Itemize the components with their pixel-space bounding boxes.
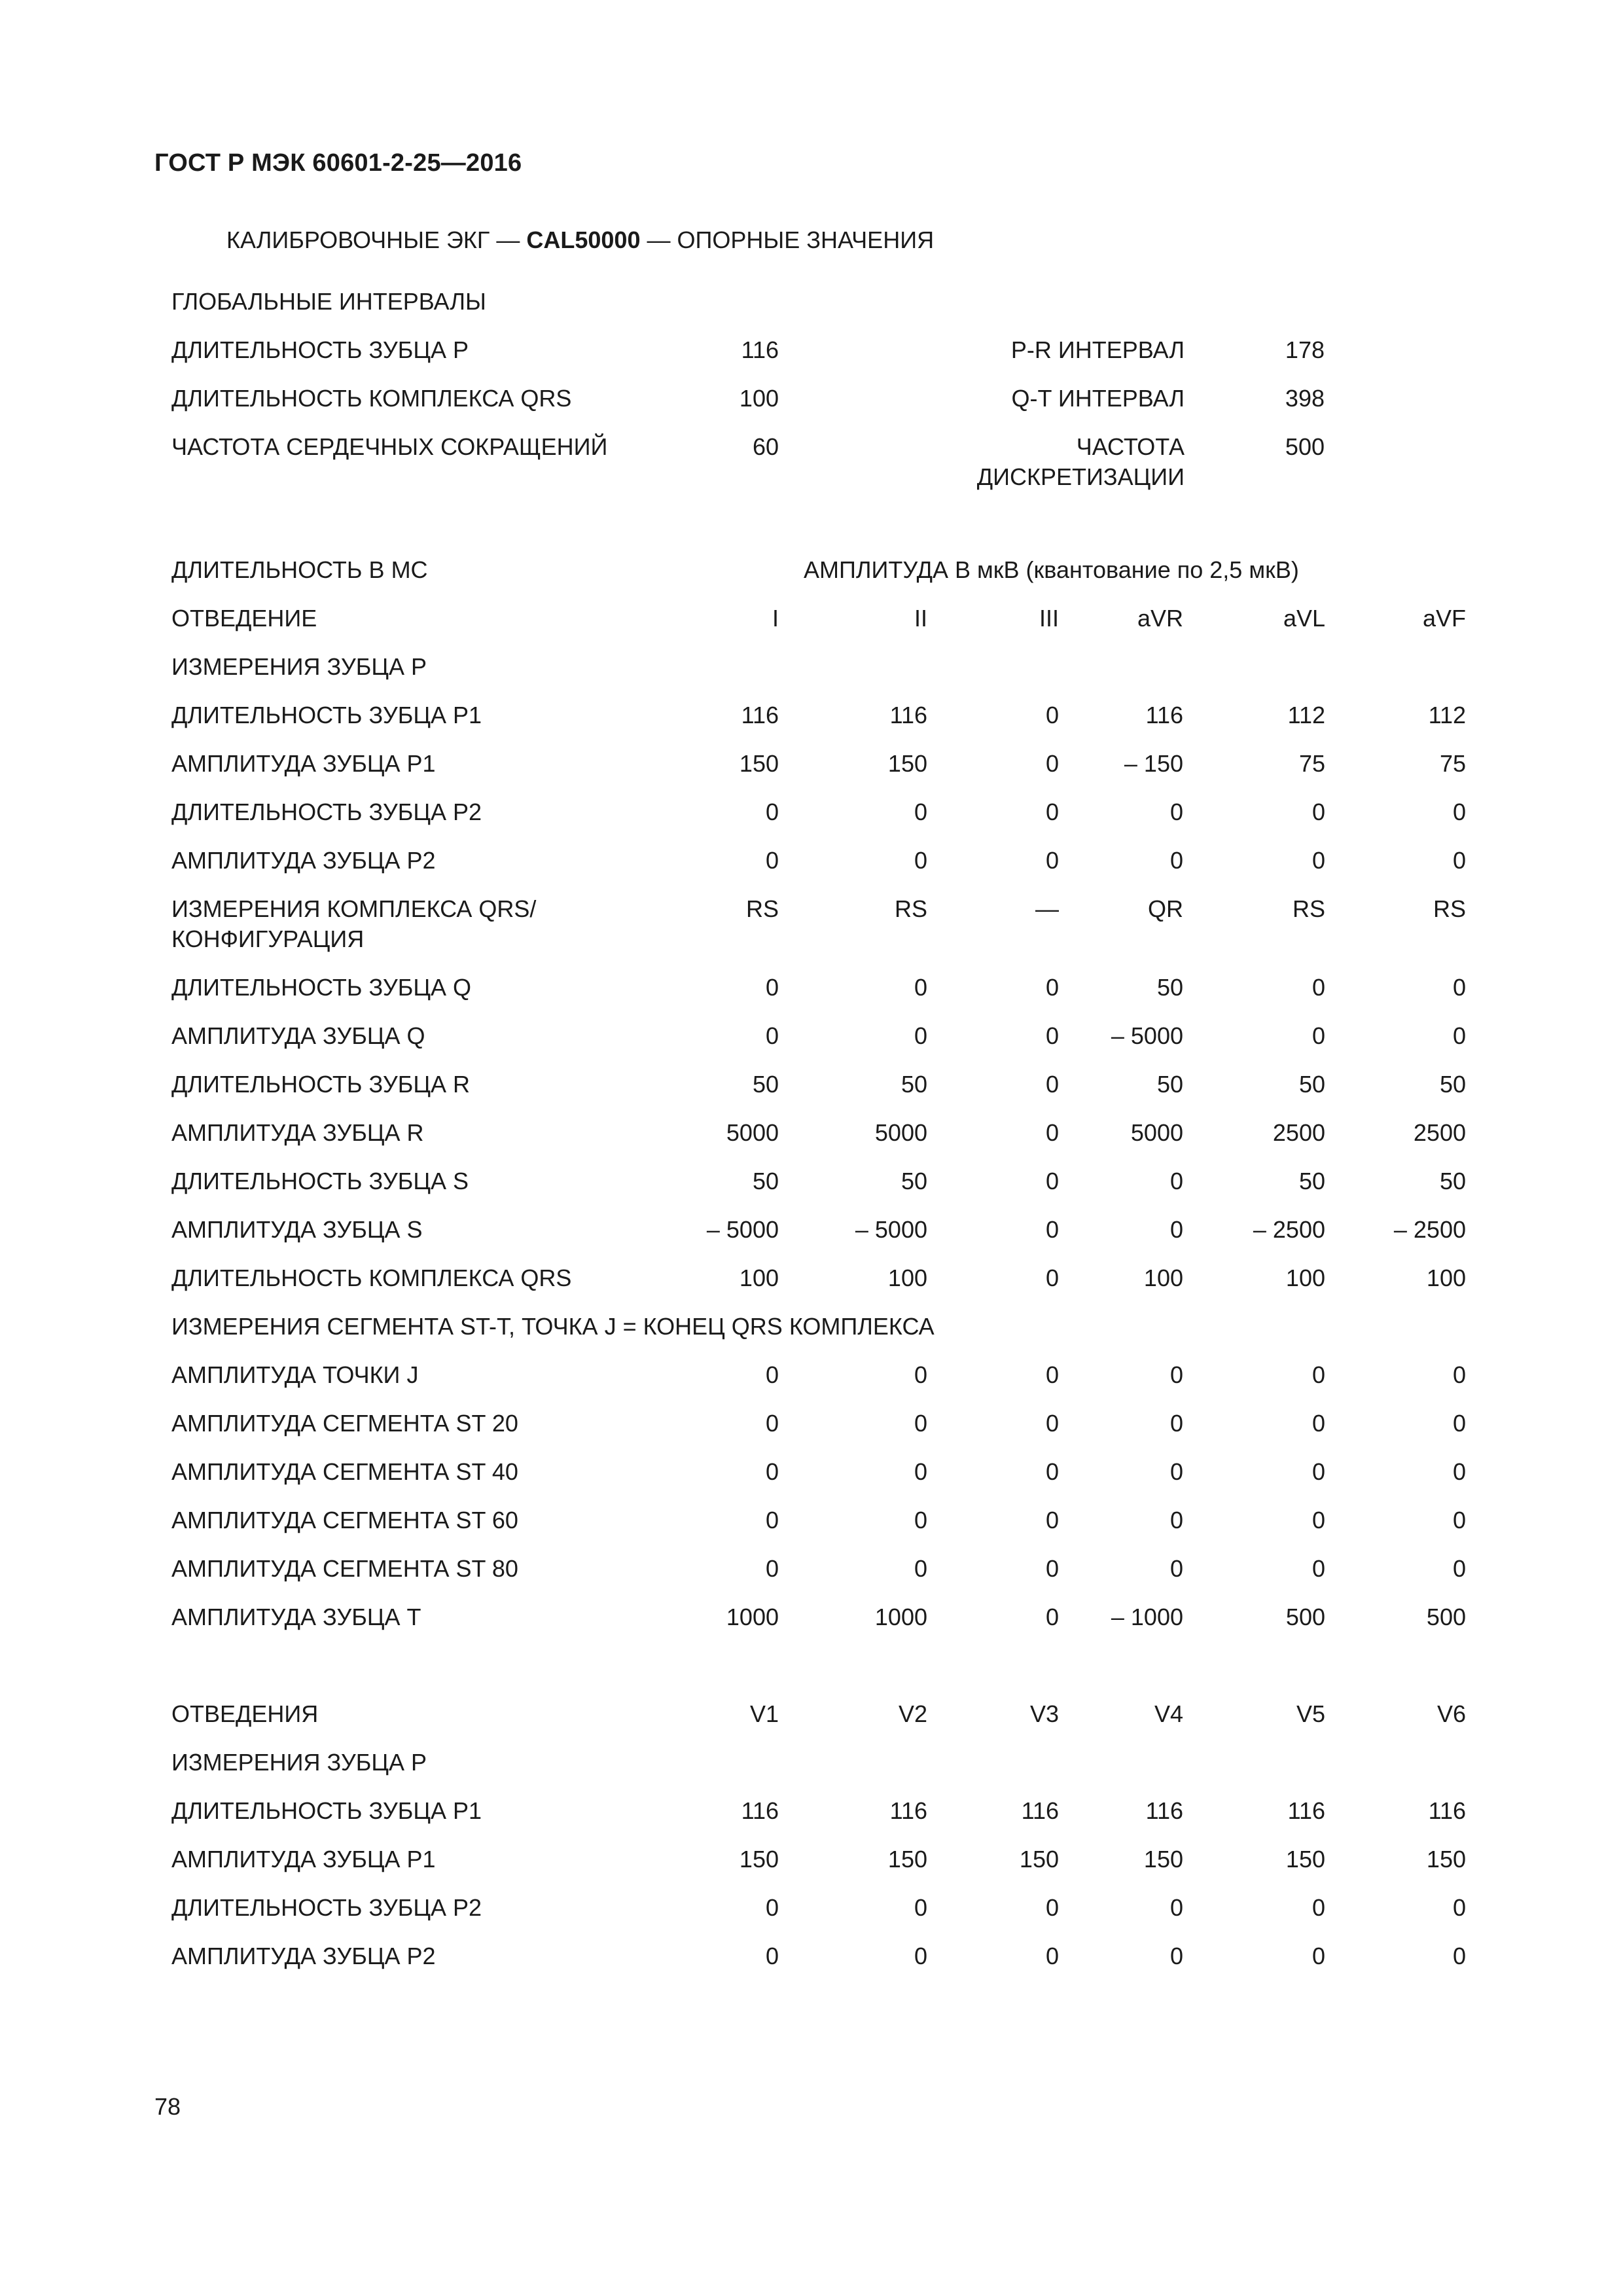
cell-value: 0 (1452, 1894, 1466, 1921)
cell-value: 0 (914, 1507, 927, 1534)
table-row (0, 700, 1623, 740)
cell-value: 150 (1285, 1846, 1325, 1873)
cell-value: 50 (901, 1168, 927, 1194)
st-segment-heading: ИЗМЕРЕНИЯ СЕГМЕНТА ST-T, ТОЧКА J = КОНЕЦ QRS КОМПЛЕКСА (171, 1313, 935, 1340)
title-prefix: КАЛИБРОВОЧНЫЕ ЭКГ — (226, 226, 527, 253)
cell-value: 0 (1169, 1555, 1183, 1582)
cell-value: 0 (914, 1943, 927, 1969)
cell-value: 0 (1452, 1361, 1466, 1388)
cell-value: 116 (1287, 1797, 1325, 1824)
cell-value: 50 (752, 1071, 779, 1098)
cell-value: 50 (1156, 974, 1183, 1001)
cell-value: 0 (1045, 1071, 1059, 1098)
cell-value: 50 (1439, 1071, 1466, 1098)
cell-value: 0 (1311, 1555, 1325, 1582)
cell-value: QR (1148, 895, 1183, 922)
global-row (0, 432, 1623, 497)
duration-units: ДЛИТЕЛЬНОСТЬ В МС (171, 556, 428, 583)
global-value-2: 178 (1285, 336, 1325, 363)
row-label: АМПЛИТУДА ЗУБЦА Q (171, 1022, 425, 1049)
cell-value: 1000 (726, 1604, 779, 1630)
amplitude-units: АМПЛИТУДА В мкВ (квантование по 2,5 мкВ) (804, 556, 1299, 583)
cell-value: 0 (1311, 1894, 1325, 1921)
row-label: АМПЛИТУДА ЗУБЦА P1 (171, 1846, 436, 1873)
table-row (0, 1602, 1623, 1641)
document-title (226, 226, 934, 254)
cell-value: 0 (1045, 1894, 1059, 1921)
cell-value: 112 (1287, 702, 1325, 728)
section-heading-row (0, 1748, 1623, 1787)
cell-value: 0 (1045, 1216, 1059, 1243)
cell-value: – 2500 (1253, 1216, 1325, 1243)
cell-value: 0 (765, 1361, 779, 1388)
cell-value: RS (1292, 895, 1325, 922)
cell-value: 0 (1169, 1458, 1183, 1485)
cell-value: 0 (1169, 1361, 1183, 1388)
cell-value: 500 (1285, 1604, 1325, 1630)
cell-value: 0 (1045, 1604, 1059, 1630)
cell-value: – 5000 (855, 1216, 927, 1243)
cell-value: 0 (914, 1410, 927, 1437)
cell-value: 500 (1426, 1604, 1466, 1630)
table-row (0, 1893, 1623, 1932)
global-label: ДЛИТЕЛЬНОСТЬ КОМПЛЕКСА QRS (171, 385, 572, 412)
cell-value: 0 (1452, 1555, 1466, 1582)
row-label: АМПЛИТУДА СЕГМЕНТА ST 60 (171, 1507, 518, 1534)
row-label: ДЛИТЕЛЬНОСТЬ КОМПЛЕКСА QRS (171, 1265, 572, 1291)
cell-value: – 2500 (1393, 1216, 1466, 1243)
cell-value: 150 (1019, 1846, 1059, 1873)
cell-value: 0 (1045, 1119, 1059, 1146)
cell-value: 100 (1426, 1265, 1466, 1291)
cell-value: 0 (1169, 1168, 1183, 1194)
row-label: ИЗМЕРЕНИЯ КОМПЛЕКСА QRS/КОНФИГУРАЦИЯ (171, 895, 537, 952)
lead-name: aVR (1137, 605, 1183, 632)
cell-value: 75 (1439, 750, 1466, 777)
global-value: 100 (739, 385, 779, 412)
cell-value: RS (894, 895, 927, 922)
cell-value: 116 (741, 702, 779, 728)
cell-value: 0 (765, 1458, 779, 1485)
cell-value: 0 (765, 1555, 779, 1582)
cell-value: 0 (1045, 974, 1059, 1001)
cell-value: – 5000 (1111, 1022, 1183, 1049)
table-row (0, 1166, 1623, 1206)
title-suffix: — ОПОРНЫЕ ЗНАЧЕНИЯ (640, 226, 935, 253)
cell-value: 2500 (1413, 1119, 1466, 1146)
lead-name: V6 (1436, 1700, 1466, 1727)
units-row (0, 555, 1623, 594)
lead-label: ОТВЕДЕНИЕ (171, 605, 317, 632)
cell-value: 150 (739, 750, 779, 777)
cell-value: 116 (1021, 1797, 1059, 1824)
row-label: АМПЛИТУДА ЗУБЦА S (171, 1216, 423, 1243)
cell-value: 0 (1311, 1361, 1325, 1388)
lead-name: aVF (1422, 605, 1466, 632)
cell-value: 0 (914, 1361, 927, 1388)
cell-value: 0 (1045, 798, 1059, 825)
cell-value: 0 (1045, 1361, 1059, 1388)
row-label: АМПЛИТУДА ЗУБЦА P2 (171, 847, 436, 874)
cell-value: 0 (765, 1507, 779, 1534)
row-label: АМПЛИТУДА ЗУБЦА T (171, 1604, 421, 1630)
table-row (0, 1505, 1623, 1545)
cell-value: 0 (1045, 1168, 1059, 1194)
cell-value: 0 (765, 1410, 779, 1437)
cell-value: 100 (1143, 1265, 1183, 1291)
p-wave-heading: ИЗМЕРЕНИЯ ЗУБЦА P (171, 653, 427, 680)
table-row (0, 1215, 1623, 1254)
row-label: ДЛИТЕЛЬНОСТЬ ЗУБЦА R (171, 1071, 471, 1098)
lead-name: V5 (1296, 1700, 1325, 1727)
row-label: АМПЛИТУДА ТОЧКИ J (171, 1361, 419, 1388)
cell-value: 0 (765, 974, 779, 1001)
cell-value: 50 (752, 1168, 779, 1194)
cell-value: 116 (1428, 1797, 1466, 1824)
cell-value: 0 (1452, 1458, 1466, 1485)
global-row (0, 384, 1623, 423)
cell-value: 0 (1452, 974, 1466, 1001)
table-row (0, 1021, 1623, 1060)
cell-value: 0 (1045, 1410, 1059, 1437)
row-label: АМПЛИТУДА СЕГМЕНТА ST 40 (171, 1458, 518, 1485)
row-label: ДЛИТЕЛЬНОСТЬ ЗУБЦА P2 (171, 798, 482, 825)
table-row (0, 749, 1623, 788)
cell-value: 0 (765, 1943, 779, 1969)
lead-name: II (914, 605, 927, 632)
cell-value: 116 (741, 1797, 779, 1824)
cell-value: 0 (1311, 1943, 1325, 1969)
cell-value: – 150 (1124, 750, 1183, 777)
cell-value: 150 (1426, 1846, 1466, 1873)
row-label: ДЛИТЕЛЬНОСТЬ ЗУБЦА S (171, 1168, 469, 1194)
cell-value: 2500 (1272, 1119, 1325, 1146)
row-label: ДЛИТЕЛЬНОСТЬ ЗУБЦА P1 (171, 702, 482, 728)
cell-value: 0 (1045, 1022, 1059, 1049)
cell-value: 100 (739, 1265, 779, 1291)
cell-value: 0 (914, 1894, 927, 1921)
cell-value: 0 (1311, 1458, 1325, 1485)
chest-lead-header-row (0, 1699, 1623, 1738)
table-row (0, 1118, 1623, 1157)
lead-name: I (772, 605, 779, 632)
cell-value: 0 (1169, 847, 1183, 874)
cell-value: 0 (914, 1022, 927, 1049)
cell-value: 116 (1145, 702, 1183, 728)
row-label: АМПЛИТУДА ЗУБЦА P2 (171, 1943, 436, 1969)
cell-value: 0 (1169, 1507, 1183, 1534)
global-intervals-heading-row (0, 287, 1623, 326)
cell-value: 150 (739, 1846, 779, 1873)
row-label: ДЛИТЕЛЬНОСТЬ ЗУБЦА P1 (171, 1797, 482, 1824)
table-row (0, 1069, 1623, 1109)
table-row (0, 1554, 1623, 1593)
lead-name: V3 (1029, 1700, 1059, 1727)
cell-value: 0 (1169, 798, 1183, 825)
page-header: ГОСТ Р МЭК 60601-2-25—2016 (154, 149, 522, 177)
section-heading-row (0, 1312, 1623, 1351)
cell-value: 0 (1045, 1507, 1059, 1534)
global-label: ЧАСТОТА СЕРДЕЧНЫХ СОКРАЩЕНИЙ (171, 433, 608, 460)
lead-name: V4 (1154, 1700, 1183, 1727)
page-number: 78 (154, 2093, 181, 2120)
cell-value: 0 (1045, 1555, 1059, 1582)
cell-value: 0 (1311, 974, 1325, 1001)
cell-value: 5000 (874, 1119, 927, 1146)
global-value: 116 (741, 336, 779, 363)
lead-name: aVL (1283, 605, 1325, 632)
global-value-2: 500 (1285, 433, 1325, 460)
cell-value: 50 (901, 1071, 927, 1098)
cell-value: 50 (1156, 1071, 1183, 1098)
cell-value: 0 (1169, 1410, 1183, 1437)
cell-value: 0 (1045, 750, 1059, 777)
cell-value: 0 (1045, 847, 1059, 874)
cell-value: 116 (889, 1797, 927, 1824)
cell-value: 0 (914, 798, 927, 825)
global-row (0, 335, 1623, 374)
row-label: АМПЛИТУДА СЕГМЕНТА ST 20 (171, 1410, 518, 1437)
calibration-code: CAL50000 (526, 226, 641, 253)
cell-value: RS (1433, 895, 1466, 922)
cell-value: 0 (914, 974, 927, 1001)
global-label-2: Q-T ИНТЕРВАЛ (1011, 385, 1185, 412)
cell-value: – 1000 (1111, 1604, 1183, 1630)
cell-value: 50 (1298, 1071, 1325, 1098)
cell-value: 0 (1169, 1894, 1183, 1921)
cell-value: 0 (914, 1555, 927, 1582)
cell-value: 0 (1452, 1507, 1466, 1534)
cell-value: 0 (1045, 1265, 1059, 1291)
cell-value: – 5000 (706, 1216, 779, 1243)
table-row (0, 1263, 1623, 1302)
cell-value: 0 (1169, 1943, 1183, 1969)
table-row (0, 797, 1623, 836)
cell-value: 112 (1428, 702, 1466, 728)
lead-label: ОТВЕДЕНИЯ (171, 1700, 319, 1727)
p-wave-heading: ИЗМЕРЕНИЯ ЗУБЦА P (171, 1749, 427, 1776)
limb-lead-header-row (0, 603, 1623, 643)
cell-value: 150 (1143, 1846, 1183, 1873)
section-heading-row (0, 652, 1623, 691)
global-label-2: P-R ИНТЕРВАЛ (1010, 336, 1185, 363)
table-row (0, 846, 1623, 885)
cell-value: 0 (1452, 1943, 1466, 1969)
cell-value: — (1035, 895, 1059, 922)
table-row (0, 1796, 1623, 1835)
table-row (0, 1457, 1623, 1496)
cell-value: 0 (1045, 702, 1059, 728)
cell-value: 0 (1169, 1216, 1183, 1243)
global-value-2: 398 (1285, 385, 1325, 412)
table-row (0, 1844, 1623, 1884)
cell-value: 0 (765, 798, 779, 825)
cell-value: 0 (1311, 1507, 1325, 1534)
cell-value: 0 (1452, 1410, 1466, 1437)
cell-value: 5000 (1130, 1119, 1183, 1146)
cell-value: 116 (1145, 1797, 1183, 1824)
lead-name: III (1039, 605, 1059, 632)
global-label: ДЛИТЕЛЬНОСТЬ ЗУБЦА P (171, 336, 469, 363)
cell-value: 50 (1298, 1168, 1325, 1194)
global-value: 60 (752, 433, 779, 460)
cell-value: 0 (914, 1458, 927, 1485)
cell-value: 0 (914, 847, 927, 874)
table-row (0, 1360, 1623, 1399)
cell-value: RS (745, 895, 779, 922)
cell-value: 75 (1298, 750, 1325, 777)
global-label-2-line2: ДИСКРЕТИЗАЦИИ (976, 463, 1185, 490)
cell-value: 100 (887, 1265, 927, 1291)
cell-value: 116 (889, 702, 927, 728)
global-label-2-line1: ЧАСТОТА (1076, 433, 1185, 460)
cell-value: 0 (1311, 1410, 1325, 1437)
cell-value: 0 (765, 1022, 779, 1049)
row-label: ДЛИТЕЛЬНОСТЬ ЗУБЦА Q (171, 974, 472, 1001)
row-label: АМПЛИТУДА ЗУБЦА P1 (171, 750, 436, 777)
global-intervals-heading: ГЛОБАЛЬНЫЕ ИНТЕРВАЛЫ (171, 288, 486, 315)
lead-name: V1 (749, 1700, 779, 1727)
cell-value: 0 (1045, 1458, 1059, 1485)
table-row (0, 1408, 1623, 1448)
cell-value: 1000 (874, 1604, 927, 1630)
table-row (0, 1941, 1623, 1981)
cell-value: 0 (1045, 1943, 1059, 1969)
cell-value: 150 (887, 1846, 927, 1873)
cell-value: 0 (1311, 847, 1325, 874)
cell-value: 5000 (726, 1119, 779, 1146)
cell-value: 0 (1311, 1022, 1325, 1049)
qrs-config-row (0, 894, 1623, 960)
cell-value: 0 (1452, 798, 1466, 825)
row-label: АМПЛИТУДА ЗУБЦА R (171, 1119, 424, 1146)
lead-name: V2 (898, 1700, 927, 1727)
cell-value: 0 (1452, 847, 1466, 874)
row-label: АМПЛИТУДА СЕГМЕНТА ST 80 (171, 1555, 518, 1582)
cell-value: 0 (765, 1894, 779, 1921)
cell-value: 100 (1285, 1265, 1325, 1291)
table-row (0, 973, 1623, 1012)
cell-value: 150 (887, 750, 927, 777)
row-label: ДЛИТЕЛЬНОСТЬ ЗУБЦА P2 (171, 1894, 482, 1921)
cell-value: 0 (1452, 1022, 1466, 1049)
cell-value: 0 (1311, 798, 1325, 825)
cell-value: 50 (1439, 1168, 1466, 1194)
cell-value: 0 (765, 847, 779, 874)
